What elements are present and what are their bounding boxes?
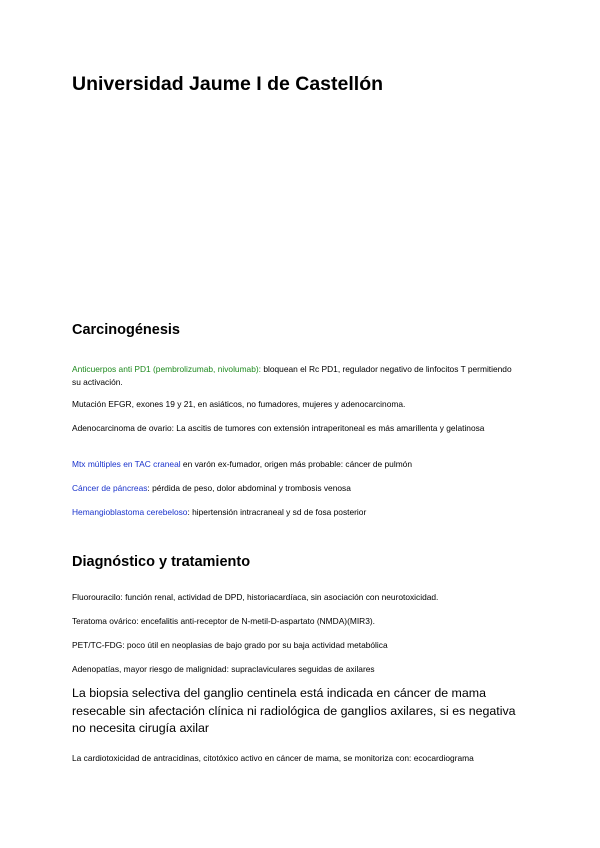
highlight-anti-pd1: Anticuerpos anti PD1 (pembrolizumab, nivolumab): — [72, 364, 261, 374]
document-title: Universidad Jaume I de Castellón — [72, 73, 384, 95]
paragraph-pet-tc: PET/TC-FDG: poco útil en neoplasias de bajo grado por su baja actividad metabólica — [72, 640, 388, 650]
section-heading-diagnosis: Diagnóstico y tratamiento — [72, 554, 251, 570]
paragraph-egfr — [72, 398, 512, 411]
paragraph-mtx — [72, 458, 512, 471]
paragraph-teratoma: Teratoma ovárico: encefalitis anti-receptor de N-metil-D-aspartato (NMDA)(MIR3). — [72, 616, 375, 626]
paragraph-fluorouracil: Fluorouracilo: función renal, actividad de DPD, historiacardíaca, sin asociación con neurotoxicidad. — [72, 592, 439, 602]
highlight-pancreas: Cáncer de páncreas — [72, 483, 148, 493]
paragraph-sentinel-node: La biopsia selectiva del ganglio centinela está indicada en cáncer de mama resecable sin afectación clínica ni radiológica de ganglios axilares, si es negativa no necesita cirugía axilar — [72, 686, 516, 735]
highlight-hemangioblastoma: Hemangioblastoma cerebeloso — [72, 507, 188, 517]
text-pancreas: : pérdida de peso, dolor abdominal y trombosis venosa — [147, 483, 351, 493]
text-egfr: Mutación EFGR, exones 19 y 21, en asiáticos, no fumadores, mujeres y adenocarcinoma. — [72, 399, 406, 409]
text-hemangioblastoma: : hipertensión intracraneal y sd de fosa posterior — [187, 507, 367, 517]
section-heading-carcinogenesis: Carcinogénesis — [72, 322, 180, 338]
highlight-mtx: Mtx múltiples en TAC craneal — [72, 459, 181, 469]
paragraph-adenopathies: Adenopatías, mayor riesgo de malignidad: supraclaviculares seguidas de axilares — [72, 664, 375, 674]
text-anti-pd1: bloquean el Rc PD1, regulador negativo de linfocitos T permitiendo su activación. — [72, 364, 512, 387]
paragraph-hemangioblastoma — [72, 506, 512, 519]
paragraph-ovarian — [72, 422, 512, 435]
paragraph-pancreas — [72, 482, 512, 495]
paragraph-anti-pd1 — [72, 363, 512, 388]
paragraph-cardiotoxicity: La cardiotoxicidad de antracidinas, citotóxico activo en cáncer de mama, se monitoriza con: ecocardiograma — [72, 753, 474, 763]
text-ovarian: Adenocarcinoma de ovario: La ascitis de tumores con extensión intraperitoneal es más amarillenta y gelatinosa — [72, 423, 485, 433]
text-mtx: en varón ex-fumador, origen más probable: cáncer de pulmón — [180, 459, 412, 469]
